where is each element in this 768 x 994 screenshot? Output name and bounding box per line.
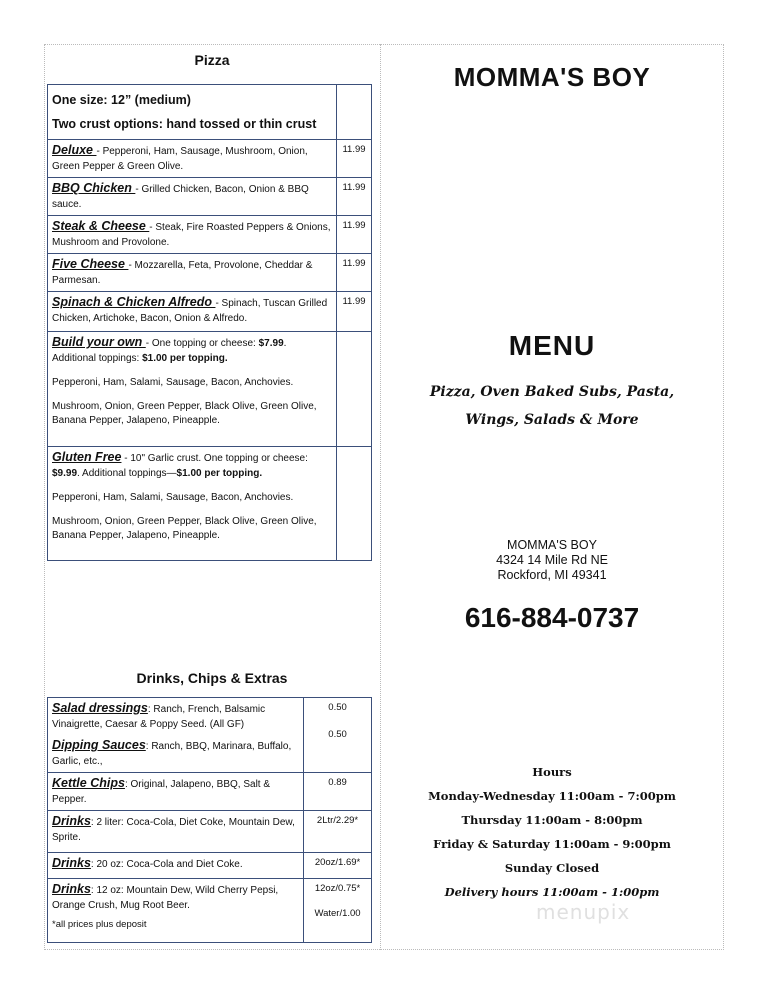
size-note: One size: 12” (medium) [52, 93, 191, 107]
topping-price: $1.00 per topping. [142, 353, 228, 364]
base-price: $7.99 [258, 338, 284, 349]
item-name: Spinach & Chicken Alfredo [52, 295, 216, 309]
veggie-toppings: Mushroom, Onion, Green Pepper, Black Olive, Green Olive, Banana Pepper, Jalapeno, Pineapple. [52, 401, 317, 426]
item-desc: : Original, Jalapeno, BBQ, Salt & Pepper. [52, 779, 271, 805]
hours-title: Hours [532, 765, 572, 779]
phone-number: 616-884-0737 [464, 602, 640, 633]
hours-line: Friday & Saturday 11:00am - 9:00pm [433, 837, 671, 851]
hours-line: Thursday 11:00am - 8:00pm [461, 813, 643, 827]
item-name: Kettle Chips [52, 776, 125, 790]
address-city: Rockford, MI 49341 [497, 568, 607, 582]
item-desc: - One topping or cheese: [145, 338, 259, 349]
pizza-title: Pizza [194, 52, 230, 68]
item-name: Drinks [52, 882, 91, 896]
item-desc: : 2 liter: Coca-Cola, Diet Coke, Mountain Dew, Sprite. [52, 817, 295, 843]
item-name: Gluten Free [52, 450, 122, 464]
item-price: 11.99 [337, 254, 372, 292]
item-price: 11.99 [337, 178, 372, 216]
item-name: Salad dressings [52, 701, 148, 715]
item-desc: - Steak, Fire Roasted Peppers & Onions, Mushroom and Provolone. [52, 222, 331, 248]
delivery-hours: Delivery hours 11:00am - 1:00pm [444, 885, 660, 899]
item-price: 0.89 [304, 773, 372, 811]
item-price: 11.99 [337, 216, 372, 254]
table-row [48, 140, 372, 178]
item-desc: : Ranch, French, Balsamic Vinaigrette, Caesar & Poppy Seed. (All GF) [52, 704, 266, 730]
table-row [48, 698, 372, 773]
deposit-note: *all prices plus deposit [52, 919, 147, 930]
table-row: Gluten Free - 10" Garlic crust. One topping or cheese: $9.99. Additional toppings—$1.00 per topping. Pepperoni, Ham, Salami, Sausage, Bacon, Anchovies. Mushroom, Onion, Green Pepper, Black Olive, Green Olive, Banana Pepper, Jalapeno, Pineapple. [48, 447, 372, 561]
table-row [48, 254, 372, 292]
item-price: 2Ltr/2.29* [304, 811, 372, 853]
table-row [48, 216, 372, 254]
item-price: 11.99 [337, 292, 372, 332]
tagline: Pizza, Oven Baked Subs, Pasta, Wings, Salads & More [429, 384, 675, 428]
item-price: 0.50 [328, 702, 347, 713]
table-row [48, 773, 372, 811]
table-row [48, 178, 372, 216]
pizza-table [47, 84, 372, 561]
item-name: Steak & Cheese [52, 219, 150, 233]
brand-title: MOMMA'S BOY [453, 62, 651, 92]
crust-note: Two crust options: hand tossed or thin crust [52, 117, 317, 131]
meat-toppings: Pepperoni, Ham, Salami, Sausage, Bacon, Anchovies. [52, 377, 294, 388]
item-desc: : Ranch, BBQ, Marinara, Buffalo, Garlic, etc., [52, 741, 292, 767]
menu-heading: MENU [508, 330, 596, 361]
item-price: Water/1.00 [314, 908, 361, 919]
topping-price: $1.00 per topping. [176, 468, 263, 479]
veggie-toppings: Mushroom, Onion, Green Pepper, Black Olive, Green Olive, Banana Pepper, Jalapeno, Pineapple. [52, 516, 317, 541]
table-row [48, 811, 372, 853]
item-desc: - 10" Garlic crust. One topping or cheese: [121, 453, 308, 464]
item-name: Drinks [52, 814, 91, 828]
table-row [48, 853, 372, 879]
item-name: Build your own [52, 335, 146, 349]
table-row [48, 292, 372, 332]
meat-toppings: Pepperoni, Ham, Salami, Sausage, Bacon, Anchovies. [52, 492, 294, 503]
address-street: 4324 14 Mile Rd NE [496, 553, 608, 567]
item-price: 11.99 [337, 140, 372, 178]
item-desc: - Grilled Chicken, Bacon, Onion & BBQ sauce. [52, 184, 309, 210]
table-row: Build your own - One topping or cheese: $7.99. Additional toppings: $1.00 per topping. Pepperoni, Ham, Salami, Sausage, Bacon, Anchovies. Mushroom, Onion, Green Pepper, Black Olive, Green Olive, Banana Pepper, Jalapeno, Pineapple. [48, 332, 372, 447]
item-desc: - Mozzarella, Feta, Provolone, Cheddar & Parmesan. [52, 260, 313, 286]
item-desc: : 12 oz: Mountain Dew, Wild Cherry Pepsi, Orange Crush, Mug Root Beer. [52, 885, 279, 911]
item-desc: - Pepperoni, Ham, Sausage, Mushroom, Onion, Green Pepper & Green Olive. [52, 146, 308, 172]
item-desc: : 20 oz: Coca-Cola and Diet Coke. [90, 859, 243, 870]
item-name: BBQ Chicken [52, 181, 136, 195]
item-price: 20oz/1.69* [304, 853, 372, 879]
item-desc: - Spinach, Tuscan Grilled Chicken, Artichoke, Bacon, Onion & Alfredo. [52, 298, 328, 324]
hours-block [381, 760, 723, 904]
item-name: Five Cheese [52, 257, 129, 271]
item-name: Deluxe [52, 143, 97, 157]
drinks-table [47, 697, 372, 943]
base-price: $9.99 [52, 468, 78, 479]
address-name: MOMMA'S BOY [507, 538, 597, 552]
hours-line: Monday-Wednesday 11:00am - 7:00pm [428, 789, 676, 803]
table-row [48, 879, 372, 943]
address-block [381, 538, 723, 583]
table-row [48, 85, 372, 140]
watermark-logo: menupix [536, 900, 631, 924]
hours-line: Sunday Closed [504, 861, 600, 875]
item-name: Dipping Sauces [52, 738, 146, 752]
drinks-title: Drinks, Chips & Extras [136, 670, 288, 686]
item-price: 12oz/0.75* [314, 883, 361, 894]
item-name: Drinks [52, 856, 91, 870]
item-price: 0.50 [328, 729, 347, 740]
